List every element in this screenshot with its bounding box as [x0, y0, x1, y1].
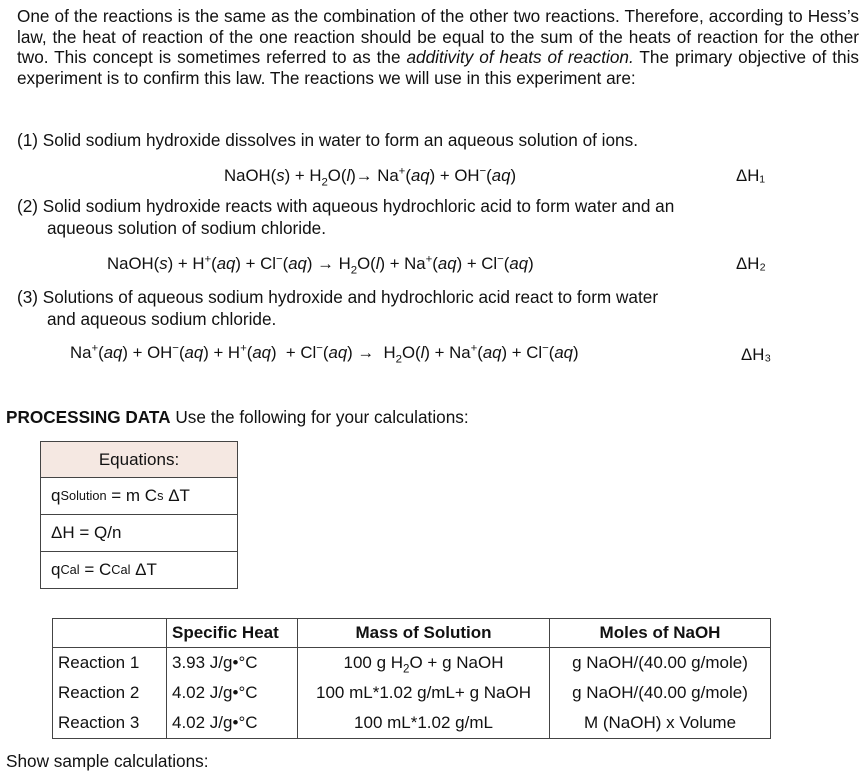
processing-title: PROCESSING DATA — [6, 407, 171, 427]
table-cell: Reaction 3 — [53, 708, 167, 739]
intro-text-2: The primary objective of this experiment is to confirm this law. The reactions we will use in this experiment are: — [17, 47, 859, 88]
table-cell: 100 mL*1.02 g/mL — [298, 708, 550, 739]
equations-box — [40, 441, 238, 589]
table-cell: 100 mL*1.02 g/mL+ g NaOH — [298, 678, 550, 708]
table-header-cell — [53, 619, 167, 648]
equations-header: Equations: — [41, 442, 237, 477]
reaction-1-description: (1) Solid sodium hydroxide dissolves in water to form an aqueous solution of ions. — [17, 130, 638, 150]
sample-calculations-label: Show sample calculations: — [6, 751, 209, 771]
table-cell: g NaOH/(40.00 g/mole) — [550, 678, 771, 708]
table-cell: 4.02 J/g•°C — [167, 678, 298, 708]
reaction-2-description: (2) Solid sodium hydroxide reacts with aqueous hydrochloric acid to form water and an — [17, 196, 675, 216]
table-row — [53, 648, 771, 679]
table-row — [53, 678, 771, 708]
processing-subtext: Use the following for your calculations: — [170, 407, 469, 427]
intro-text: One of the reactions is the same as the combination of the other two reactions. Therefore, according to Hess’s law, the heat of reaction of the one reaction should be equal to the sum of the heats of reaction for the other two. This concept is sometimes referred to as the — [17, 6, 859, 68]
reaction-3-enthalpy: ΔH₃ — [741, 345, 772, 364]
reaction-1-equation: NaOH(s) + $H_2O(l)\to Na^+(aq) + OH^-(aq)$ — [224, 165, 517, 189]
table-header-cell: Mass of Solution — [298, 619, 550, 648]
table-cell: Reaction 2 — [53, 678, 167, 708]
reaction-3-equation: $Na^+(aq) + OH^-(aq) + H^+(aq) + Cl^-(aq) \to H_2O(l) + Na^+(aq) + Cl^-(aq)$ — [70, 342, 579, 366]
table-header-cell: Specific Heat — [167, 619, 298, 648]
reaction-3-description-cont: and aqueous sodium chloride. — [47, 309, 277, 329]
reaction-3-description: (3) Solutions of aqueous sodium hydroxide and hydrochloric acid react to form water — [17, 287, 659, 307]
reaction-1-enthalpy: ΔH₁ — [736, 166, 765, 185]
intro-paragraph — [17, 6, 859, 88]
equation-q-cal: q Cal = C Cal ΔT — [41, 551, 237, 588]
table-header-cell: Moles of NaOH — [550, 619, 771, 648]
table-row — [53, 708, 771, 739]
equation-delta-h: ΔH = Q/n — [41, 514, 237, 551]
reaction-2-equation: NaOH(s) + $H^+(aq) + Cl^-(aq) \to H_2O(l) + Na^+(aq) + Cl^-(aq)$ — [107, 253, 534, 277]
equation-q-solution: q Solution = m C s ΔT — [41, 477, 237, 514]
table-cell: 4.02 J/g•°C — [167, 708, 298, 739]
data-table — [52, 618, 771, 739]
table-cell: Reaction 1 — [53, 648, 167, 679]
table-header-row — [53, 619, 771, 648]
table-cell: g NaOH/(40.00 g/mole) — [550, 648, 771, 679]
table-cell: 100 g $H_2O + g$ NaOH — [298, 648, 550, 679]
table-cell: 3.93 J/g•°C — [167, 648, 298, 679]
reaction-2-description-cont: aqueous solution of sodium chloride. — [47, 218, 326, 238]
processing-heading — [6, 407, 469, 428]
reaction-2-enthalpy: ΔH₂ — [736, 254, 766, 273]
intro-italic: additivity of heats of reaction. — [406, 47, 634, 68]
table-cell: M (NaOH) x Volume — [550, 708, 771, 739]
